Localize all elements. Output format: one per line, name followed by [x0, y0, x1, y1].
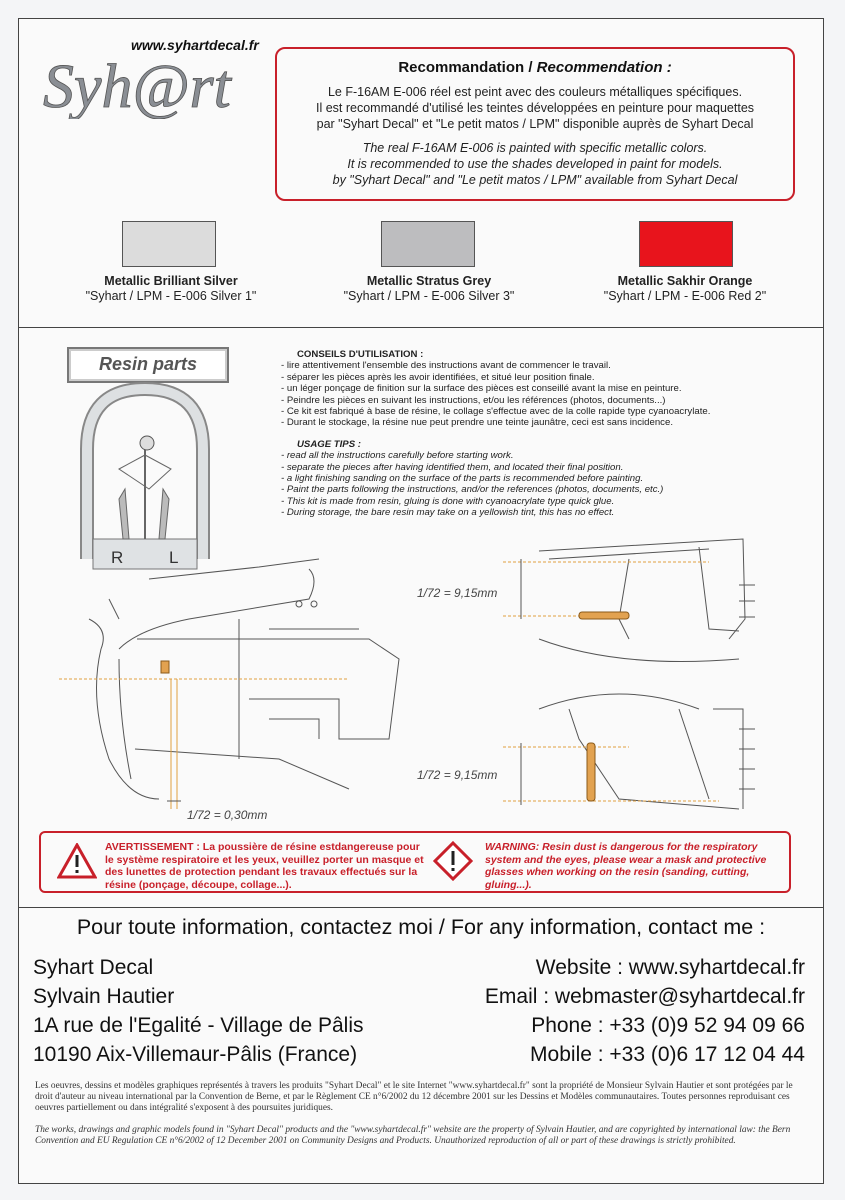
- tip-en: - Paint the parts following the instructions, and/or the references (photos, documents, etc.): [281, 484, 664, 496]
- tip-en: - This kit is made from resin, gluing is done with cyanoacrylate type quick glue.: [281, 495, 615, 507]
- tip-fr: - un léger ponçage de finition sur la surface des pièces est conseillé avant la mise en peinture.: [281, 383, 682, 395]
- address-city: 10190 Aix-Villemaur-Pâlis (France): [33, 1043, 358, 1066]
- resin-sprue: [87, 389, 203, 569]
- contact-address: [33, 953, 364, 1069]
- recommendation-en: The real F-16AM E-006 is painted with specific metallic colors. It is recommended to use the shades developed in paint for models. by "Syhart Decal" and "Le petit matos / LPM" available from Syhart Decal: [332, 141, 738, 187]
- warning-triangle-icon: [57, 843, 97, 879]
- email-link[interactable]: Email : webmaster@syhartdecal.fr: [484, 985, 805, 1008]
- tip-en: - a light finishing sanding on the surface of the parts is recommended before painting.: [281, 473, 644, 485]
- tips-en-title: USAGE TIPS :: [297, 438, 361, 450]
- legal-notice-fr: Les oeuvres, dessins et modèles graphiques représentés à travers les produits "Syhart Decal" et le site Internet "www.syhartdecal.fr" sont la propriété de Monsieur Sylvain Hautier et sont protégées par le droit d'auteur au niveau international par la Convention de Berne, et par le Règlement CE n°6/2002 du 12 décembre 2001 sur les Dessins et Modèles communautaires. Toutes personnes reproduisant ces oeuvres partiellement ou dans intégralité s'exposent à des poursuites juridiques.: [35, 1081, 793, 1114]
- tip-fr: - séparer les pièces après les avoir identifiées, et situé leur position finale.: [281, 371, 595, 383]
- tip-fr: - Durant le stockage, la résine nue peut prendre une teinte jaunâtre, ceci est sans incidence.: [281, 417, 673, 429]
- tip-en: - During storage, the bare resin may take on a yellowish tint, this has no effect.: [281, 507, 615, 519]
- warning-text-fr: AVERTISSEMENT : La poussière de résine estdangereuse pour le système respiratoire et les yeux, veuillez porter un masque et des lunettes de protection pendant les travaux effectués sur la résine (ponçage, découpe, collage...).: [105, 841, 424, 891]
- recommendation-fr: Le F-16AM E-006 réel est peint avec des couleurs métalliques spécifiques. Il est recommandé d'utilisé les teintes développées en peinture pour maquettes par "Syhart Decal" et "Le petit matos / LPM" disponible auprès de Syhart Decal: [315, 85, 755, 131]
- svg-text:1/72 = 9,15mm: 1/72 = 9,15mm: [417, 768, 498, 782]
- tip-fr: - Ce kit est fabriqué à base de résine, le collage s'effectue avec de la colle rapide type cyanoacrylate.: [281, 406, 711, 418]
- svg-text:R: R: [111, 548, 124, 567]
- phone-number[interactable]: Phone : +33 (0)9 52 94 09 66: [531, 1014, 805, 1037]
- tip-en: - read all the instructions carefully before starting work.: [281, 450, 514, 462]
- contact-heading: Pour toute information, contactez moi / For any information, contact me :: [76, 915, 766, 939]
- tip-fr: - Peindre les pièces en suivant les instructions, et/ou les références (photos, documents...): [281, 394, 666, 406]
- dimension-0-30: [59, 661, 349, 822]
- warning-box: [39, 831, 791, 893]
- tip-fr: - lire attentivement l'ensemble des instructions avant de commencer le travail.: [281, 360, 611, 372]
- mobile-number[interactable]: Mobile : +33 (0)6 17 12 04 44: [530, 1043, 805, 1066]
- resin-parts-drawing: [19, 19, 825, 829]
- address-line: 1A rue de l'Egalité - Village de Pâlis: [33, 1014, 364, 1037]
- instruction-sheet: [18, 18, 824, 1184]
- recommendation-title: Recommandation / Recommendation :: [398, 59, 672, 76]
- resin-parts-label: Resin parts: [67, 347, 229, 383]
- svg-text:1/72 = 0,30mm: 1/72 = 0,30mm: [187, 808, 268, 822]
- section-divider: [19, 907, 823, 908]
- warning-diamond-icon: [433, 841, 473, 881]
- dimension-9-15-top: [417, 559, 709, 619]
- owner-name: Sylvain Hautier: [33, 985, 175, 1008]
- company-name: Syhart Decal: [33, 956, 154, 979]
- antenna-view-top: [539, 539, 755, 662]
- legal-notice-en: The works, drawings and graphic models found in "Syhart Decal" products and the "www.syhartdecal.fr" website are the property of Sylvain Hautier, and are copyrighted by international law: the Bern Convention and EU Regulation CE n°6/2002 of 12 December 2001 on Community Designs and Products. Unauthorized reproduction of all or part of these drawings is strictly prohibited.: [35, 1125, 791, 1147]
- dimension-9-15-bottom: [417, 743, 719, 805]
- svg-text:Syh@rt: Syh@rt: [43, 53, 231, 119]
- tips-fr-title: CONSEILS D'UTILISATION :: [297, 349, 424, 360]
- color-label-orange: Metallic Sakhir Orange "Syhart / LPM - E-006 Red 2": [603, 274, 767, 303]
- antenna-view-bottom: [539, 694, 755, 809]
- color-label-silver: Metallic Brilliant Silver "Syhart / LPM - E-006 Silver 1": [85, 274, 257, 303]
- color-label-grey: Metallic Stratus Grey "Syhart / LPM - E-006 Silver 3": [343, 274, 515, 303]
- tip-en: - separate the pieces after having identified them, and located their final position.: [281, 461, 624, 473]
- svg-text:L: L: [169, 548, 179, 567]
- contact-details: [485, 953, 805, 1069]
- warning-text-en: WARNING: Resin dust is dangerous for the respiratory system and the eyes, please wear a mask and protective glasses when working on the resin (sanding, cutting, gluing...).: [485, 841, 767, 891]
- website-link[interactable]: Website : www.syhartdecal.fr: [535, 956, 805, 979]
- header-website[interactable]: www.syhartdecal.fr: [131, 37, 259, 53]
- svg-text:1/72 = 9,15mm: 1/72 = 9,15mm: [417, 586, 498, 600]
